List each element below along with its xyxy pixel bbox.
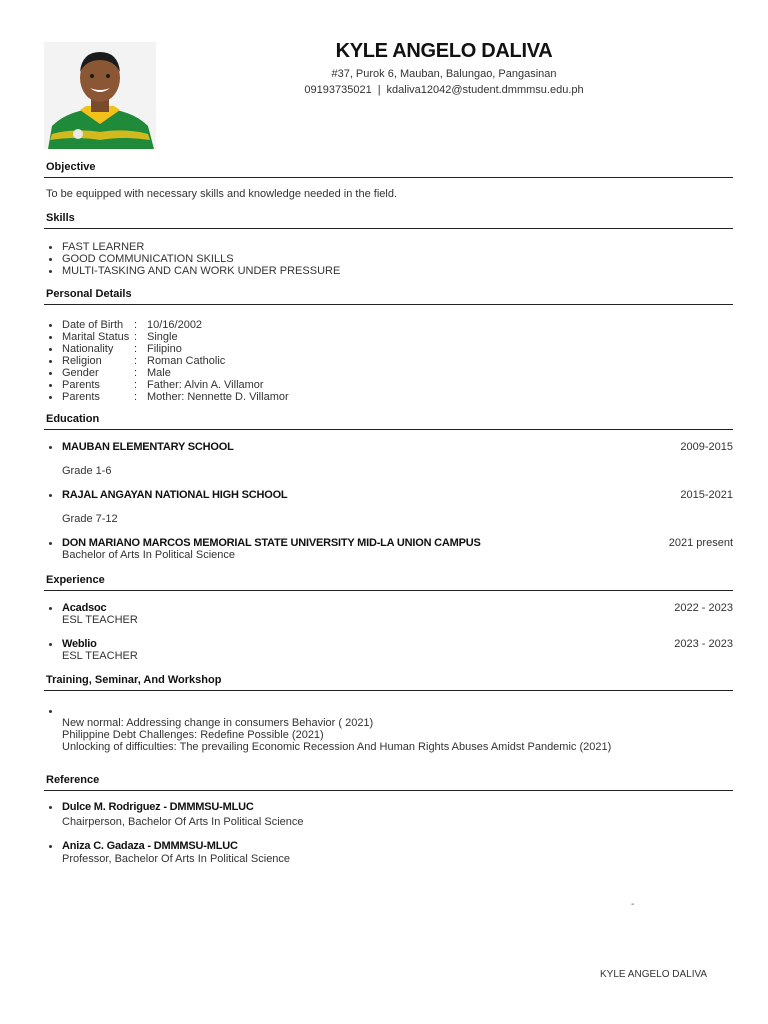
detail-colon: :	[134, 379, 138, 391]
company-name: Acadsoc	[62, 602, 107, 614]
detail-colon: :	[134, 355, 138, 367]
skills-list	[44, 241, 733, 277]
address: #37, Purok 6, Mauban, Balungao, Pangasinan	[331, 68, 557, 80]
detail-label: Date of Birth	[62, 319, 124, 331]
detail-row	[44, 355, 733, 367]
section-title: Objective	[44, 161, 733, 178]
training-item: Unlocking of difficulties: The prevailing Economic Recession And Human Rights Abuses Amidst Pandemic (2021)	[62, 741, 612, 753]
detail-row	[44, 379, 733, 391]
list-item	[44, 638, 733, 650]
detail-colon: :	[134, 343, 138, 355]
list-item	[44, 840, 733, 852]
detail-label: Religion	[62, 355, 102, 367]
job-role: ESL TEACHER	[62, 650, 138, 662]
section-title: Experience	[44, 574, 733, 591]
company-name: Weblio	[62, 638, 97, 650]
education-item	[44, 489, 733, 525]
reference-position: Chairperson, Bachelor Of Arts In Political Science	[62, 816, 304, 828]
school-detail: Grade 1-6	[62, 465, 112, 477]
reference-name: Aniza C. Gadaza - DMMMSU-MLUC	[62, 840, 238, 852]
list-item	[44, 602, 733, 614]
list-item	[44, 441, 733, 453]
list-item: MULTI-TASKING AND CAN WORK UNDER PRESSURE	[44, 265, 733, 277]
detail-row	[44, 331, 733, 343]
stray-mark: -	[631, 899, 635, 910]
experience-item	[44, 602, 733, 626]
list-item: GOOD COMMUNICATION SKILLS	[44, 253, 733, 265]
job-role: ESL TEACHER	[62, 614, 138, 626]
section-title: Personal Details	[44, 288, 733, 305]
school-name: DON MARIANO MARCOS MEMORIAL STATE UNIVERSITY MID-LA UNION CAMPUS	[62, 537, 481, 549]
job-years: 2023 - 2023	[674, 638, 733, 650]
contact-separator: |	[377, 84, 381, 96]
person-photo-icon	[44, 42, 156, 149]
personal-details-list	[44, 319, 733, 403]
detail-colon: :	[134, 319, 138, 331]
detail-label: Gender	[62, 367, 99, 379]
education-item	[44, 441, 733, 477]
job-years: 2022 - 2023	[674, 602, 733, 614]
section-title: Reference	[44, 774, 733, 791]
detail-value: Male	[147, 367, 171, 379]
reference-position: Professor, Bachelor Of Arts In Political Science	[62, 853, 291, 865]
reference-section	[44, 774, 733, 791]
contact-line	[160, 83, 728, 97]
education-item	[44, 537, 733, 561]
skills-section	[44, 212, 733, 277]
school-name: MAUBAN ELEMENTARY SCHOOL	[62, 441, 234, 453]
detail-value: Filipino	[147, 343, 182, 355]
detail-value: Roman Catholic	[147, 355, 226, 367]
education-section	[44, 413, 733, 430]
detail-colon: :	[134, 331, 138, 343]
list-item	[44, 537, 733, 549]
detail-label: Parents	[62, 391, 100, 403]
detail-row	[44, 391, 733, 403]
list-item	[44, 705, 733, 717]
section-title: Skills	[44, 212, 733, 229]
reference-item	[44, 840, 733, 865]
full-name: KYLE ANGELO DALIVA	[335, 40, 553, 62]
list-item	[44, 489, 733, 501]
personal-details-section	[44, 288, 733, 403]
detail-label: Nationality	[62, 343, 114, 355]
school-years: 2009-2015	[680, 441, 733, 453]
training-section	[44, 674, 733, 753]
resume-header	[160, 38, 728, 97]
training-item: New normal: Addressing change in consumers Behavior ( 2021)	[62, 717, 374, 729]
email-address: kdaliva12042@student.dmmmsu.edu.ph	[386, 84, 584, 96]
training-item: Philippine Debt Challenges: Redefine Possible (2021)	[62, 729, 324, 741]
training-list	[44, 705, 733, 717]
detail-colon: :	[134, 367, 138, 379]
footer-name: KYLE ANGELO DALIVA	[600, 969, 708, 980]
school-name: RAJAL ANGAYAN NATIONAL HIGH SCHOOL	[62, 489, 288, 501]
school-years: 2015-2021	[680, 489, 733, 501]
school-detail: Grade 7-12	[62, 513, 118, 525]
school-detail: Bachelor of Arts In Political Science	[62, 549, 236, 561]
detail-label: Marital Status	[62, 331, 130, 343]
detail-label: Parents	[62, 379, 100, 391]
detail-value: Father: Alvin A. Villamor	[147, 379, 264, 391]
detail-value: 10/16/2002	[147, 319, 203, 331]
section-title: Education	[44, 413, 733, 430]
detail-value: Mother: Nennette D. Villamor	[147, 391, 289, 403]
detail-row	[44, 367, 733, 379]
school-years: 2021 present	[668, 537, 733, 549]
objective-section	[44, 161, 733, 200]
detail-row	[44, 343, 733, 355]
training-lines	[44, 717, 733, 753]
reference-item	[44, 801, 733, 828]
list-item: FAST LEARNER	[44, 241, 733, 253]
experience-section	[44, 574, 733, 591]
phone-number: 09193735021	[304, 84, 372, 96]
profile-photo	[44, 42, 156, 149]
section-title: Training, Seminar, And Workshop	[44, 674, 733, 691]
list-item	[44, 801, 733, 813]
detail-row	[44, 319, 733, 331]
objective-text: To be equipped with necessary skills and knowledge needed in the field.	[46, 188, 398, 200]
detail-colon: :	[134, 391, 138, 403]
reference-name: Dulce M. Rodriguez - DMMMSU-MLUC	[62, 801, 254, 813]
detail-value: Single	[147, 331, 178, 343]
experience-item	[44, 638, 733, 662]
